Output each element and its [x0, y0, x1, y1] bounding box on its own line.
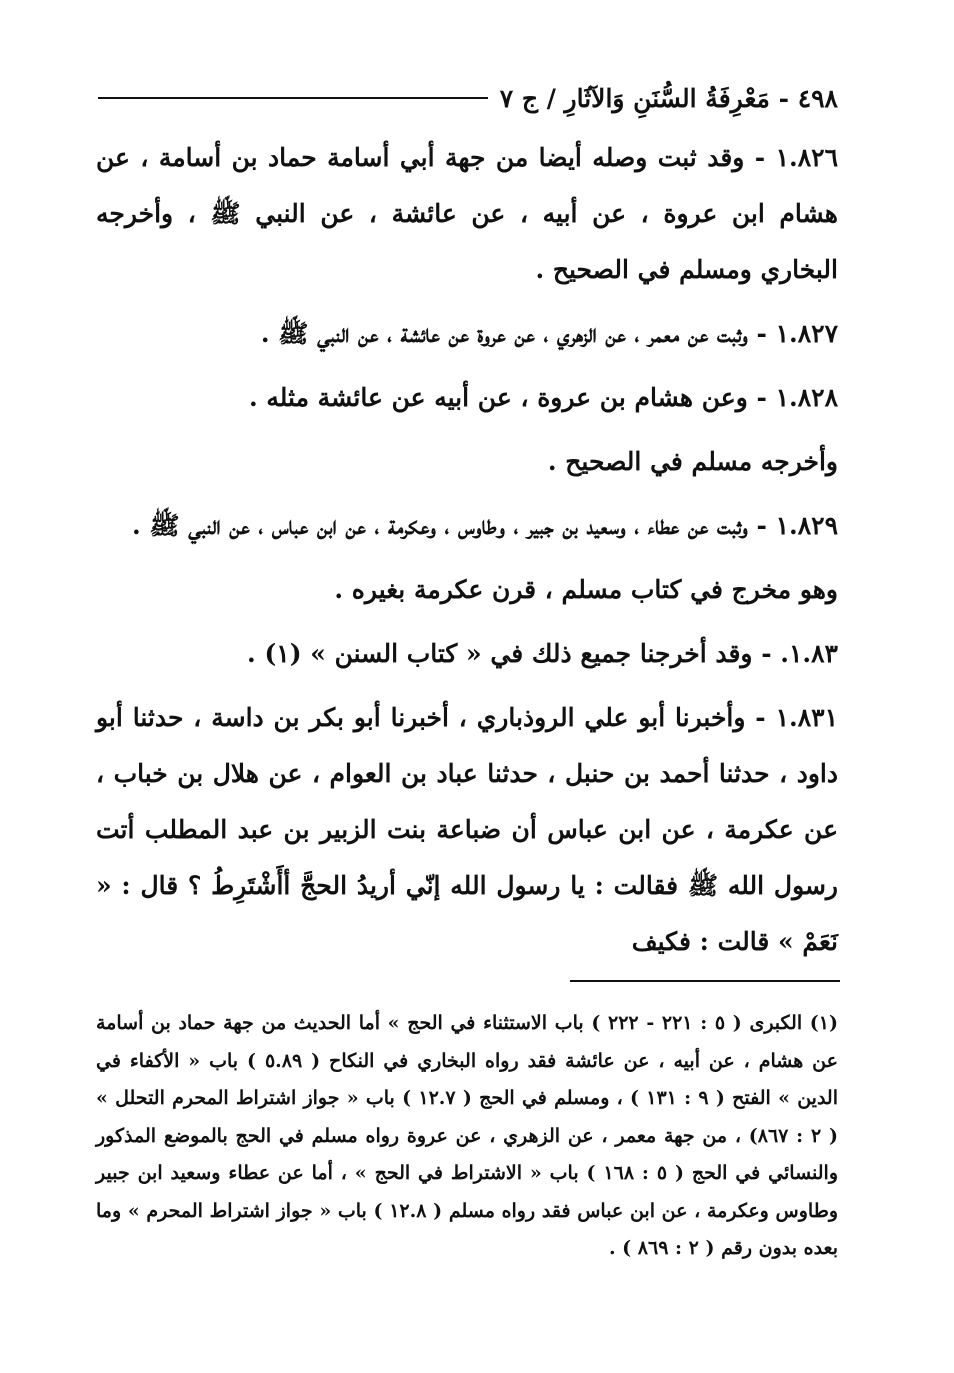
paragraph-1830: ١.٨٣. - وقد أخرجنا جميع ذلك في « كتاب السنن » (١) .: [247, 639, 838, 668]
paragraph-1828: ١.٨٢٨ - وعن هشام بن عروة ، عن أبيه عن عائشة مثله .: [248, 383, 838, 412]
main-text: [96, 130, 838, 978]
paragraph-1826: ١.٨٢٦ - وقد ثبت وصله أيضا من جهة أبي أسامة حماد بن أسامة ، عن هشام ابن عروة ، عن أبيه ، عن عائشة ، عن النبي ﷺ ، وأخرجه البخاري ومسلم في الصحيح .: [96, 143, 838, 284]
paragraph-1829: ١.٨٢٩ - وثبت عن عطاء ، وسعيد بن جبير ، وطاوس ، وعكرمة ، عن ابن عباس ، عن النبي ﷺ .: [132, 511, 838, 540]
footnote-separator: [570, 980, 840, 982]
paragraph-1831: ١.٨٣١ - وأخبرنا أبو علي الروذباري ، أخبرنا أبو بكر بن داسة ، حدثنا أبو داود ، حدثنا أحمد بن حنبل ، حدثنا عباد بن العوام ، عن هلال بن خباب ، عن عكرمة ، عن ابن عباس أن ضباعة بنت الزبير بن عبد المطلب أتت رسول الله ﷺ فقالت : يا رسول الله إنّي أريدُ الحجَّ أأَشْتَرِطُ ؟ قال : « نَعَمْ » قالت : فكيف: [96, 703, 838, 956]
page-header-title: ٤٩٨ - مَعْرِفَةُ السُّنَنِ وَالآثَارِ / ج ٧: [499, 83, 838, 113]
paragraph-muslim-note: وأخرجه مسلم في الصحيح .: [547, 447, 838, 476]
paragraph-muslim-book-note: وهو مخرج في كتاب مسلم ، قرن عكرمة بغيره .: [334, 575, 838, 604]
running-header: [98, 78, 838, 118]
paragraph-1827: ١.٨٢٧ - وثبت عن معمر ، عن الزهري ، عن عروة عن عائشة ، عن النبي ﷺ .: [260, 319, 838, 348]
header-rule: [98, 97, 488, 99]
footnotes: [96, 1005, 838, 1268]
footnote-1: (١) الكبرى ( ٥ : ٢٢١ - ٢٢٢ ) باب الاستثناء في الحج » أما الحديث من جهة حماد بن أسامة عن هشام ، عن أبيه ، عن عائشة فقد رواه البخاري في النكاح ( ٥.٨٩ ) باب « الأكفاء في الدين » الفتح ( ٩ : ١٣١ ) ، ومسلم في الحج ( ١٢.٧ ) باب « جواز اشتراط المحرم التحلل » ( ٢ : ٨٦٧) ، من جهة معمر ، عن الزهري ، عن عروة رواه مسلم في الحج بالموضع المذكور والنسائي في الحج ( ٥ : ١٦٨ ) باب « الاشتراط في الحج » ، أما عن عطاء وسعيد ابن جبير وطاوس وعكرمة ، عن ابن عباس فقد رواه مسلم ( ١٢.٨ ) باب « جواز اشتراط المحرم » وما بعده بدون رقم ( ٢ : ٨٦٩ ) .: [96, 1012, 839, 1259]
